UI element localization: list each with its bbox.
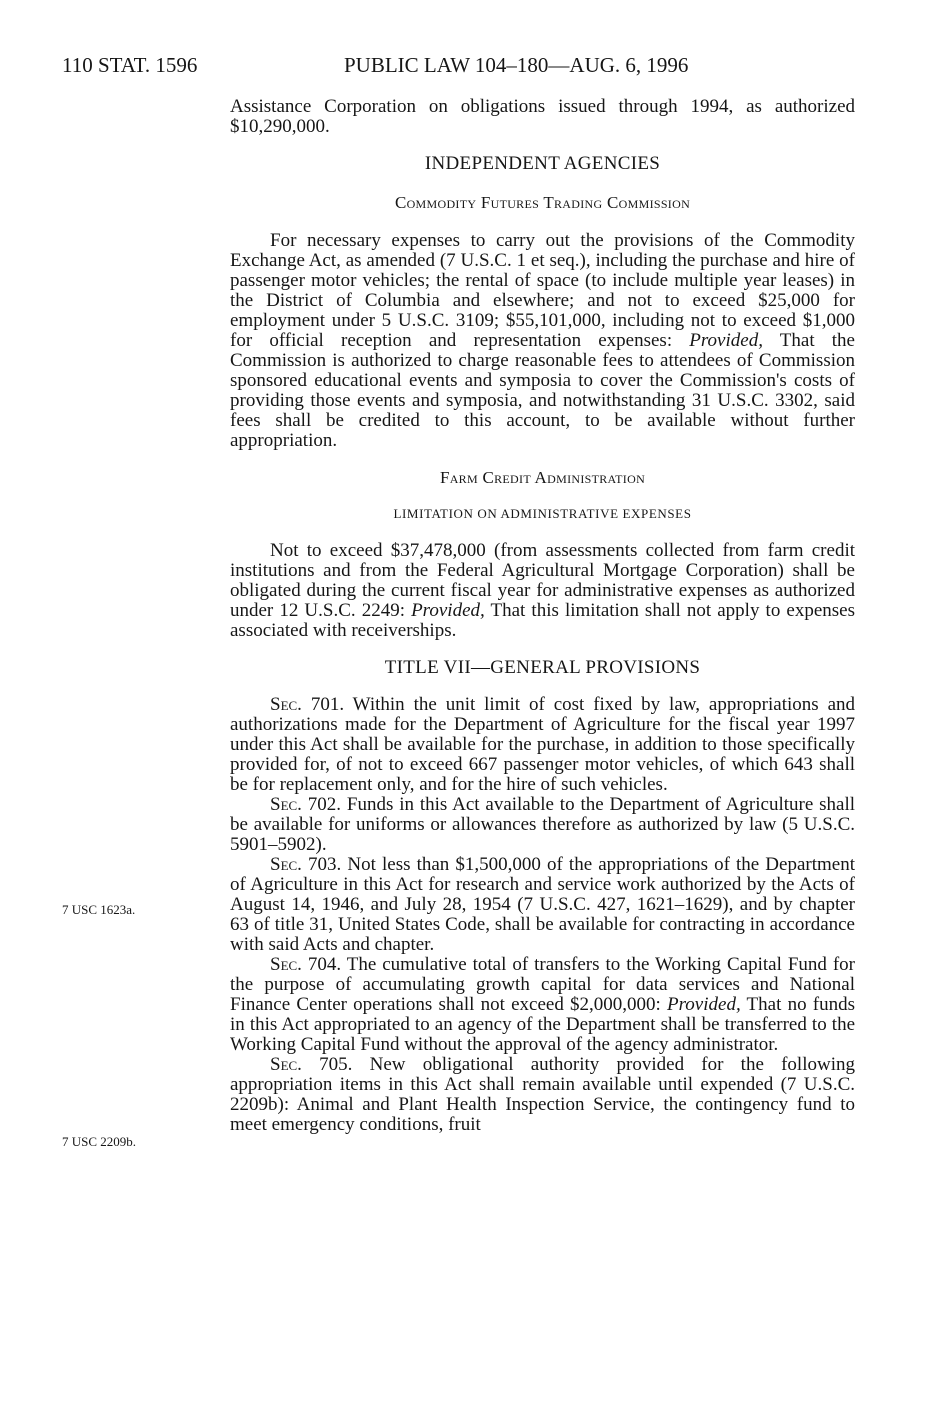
heading-limitation-admin-expenses: LIMITATION ON ADMINISTRATIVE EXPENSES	[393, 506, 692, 521]
public-law-reference: PUBLIC LAW 104–180—AUG. 6, 1996	[344, 53, 689, 77]
sec-705-text: 705. New obligational authority provided for the following appropriation items in this Act shall remain available until expended (7 U.S.C. 2209b): Animal and Plant Health Inspection Service, the contingency fund to meet emergency conditions, fruit	[230, 1054, 855, 1135]
sec-701-text: 701. Within the unit limit of cost fixed by law, appropriations and authorizations made for the Department of Agriculture for the fiscal year 1997 under this Act shall be available for the purchase, in addition to those specifically provided for, of not to exceed 667 passenger motor vehicles, of which 643 shall be for replacement only, and for the hire of such vehicles.	[230, 694, 855, 795]
sec-703-label: Sec.	[270, 854, 302, 875]
heading-farm-credit-administration: Farm Credit Administration	[439, 468, 646, 487]
sec-701-label: Sec.	[270, 694, 302, 715]
carryover-paragraph: Assistance Corporation on obligations issued through 1994, as authorized $10,290,000.	[230, 96, 855, 137]
cftc-paragraph	[230, 231, 855, 451]
main-text-column	[230, 97, 855, 1135]
section-705	[230, 1055, 855, 1135]
cftc-text-a: For necessary expenses to carry out the provisions of the Commodity Exchange Act, as amended (7 U.S.C. 1 et seq.), including the purchase and hire of passenger motor vehicles; the rental of space (to include multiple year leases) in the District of Columbia and elsewhere; and not to exceed $25,000 for employment under 5 U.S.C. 3109; $55,101,000, including not to exceed $1,000 for official reception and representation expenses:	[230, 230, 855, 351]
fca-provided: Provided,	[411, 600, 485, 621]
section-702	[230, 795, 855, 855]
sec-702-text: 702. Funds in this Act available to the Department of Agriculture shall be available for uniforms or allowances therefore as authorized by law (5 U.S.C. 5901–5902).	[230, 794, 855, 855]
margin-note-usc-2209b: 7 USC 2209b.	[62, 1134, 137, 1149]
sec-703-text: 703. Not less than $1,500,000 of the appropriations of the Department of Agriculture in this Act for research and service work authorized by the Acts of August 14, 1946, and July 28, 1954 (7 U.S.C. 427, 1621–1629), and by chapter 63 of title 31, United States Code, shall be available for contracting in accordance with said Acts and chapter.	[230, 854, 855, 955]
sec-704-text-b: That no funds in this Act appropriated to an agency of the Department shall be transferred to the Working Capital Fund without the approval of the agency administrator.	[230, 994, 855, 1055]
sec-704-provided: Provided,	[667, 994, 741, 1015]
heading-title-vii: TITLE VII—GENERAL PROVISIONS	[384, 657, 701, 678]
cftc-text-b: That the Commission is authorized to charge reasonable fees to attendees of Commission sponsored educational events and symposia to cover the Commission's costs of providing those events and symposia, and notwithstanding 31 U.S.C. 3302, said fees shall be credited to this account, to be available without further appropriation.	[230, 330, 855, 451]
sec-704-label: Sec.	[270, 954, 302, 975]
margin-note-usc-1623a: 7 USC 1623a.	[62, 902, 136, 917]
page-header	[62, 52, 862, 78]
fca-text-a: Not to exceed $37,478,000 (from assessments collected from farm credit institutions and from the Federal Agricultural Mortgage Corporation) shall be obligated during the current fiscal year for administrative expenses as authorized under 12 U.S.C. 2249:	[230, 540, 855, 621]
statute-reference: 110 STAT. 1596	[62, 53, 198, 77]
heading-independent-agencies: INDEPENDENT AGENCIES	[424, 153, 661, 174]
fca-paragraph	[230, 541, 855, 641]
section-703	[230, 855, 855, 955]
section-701	[230, 695, 855, 795]
fca-text-b: That this limitation shall not apply to expenses associated with receiverships.	[230, 600, 855, 641]
heading-cftc: Commodity Futures Trading Commission	[394, 193, 691, 212]
sec-702-label: Sec.	[270, 794, 302, 815]
sec-704-text-a: 704. The cumulative total of transfers to the Working Capital Fund for the purpose of accumulating growth capital for data services and National Finance Center operations shall not exceed $2,000,000:	[230, 954, 855, 1015]
cftc-provided: Provided,	[689, 330, 763, 351]
sec-705-label: Sec.	[270, 1054, 302, 1075]
section-704	[230, 955, 855, 1055]
